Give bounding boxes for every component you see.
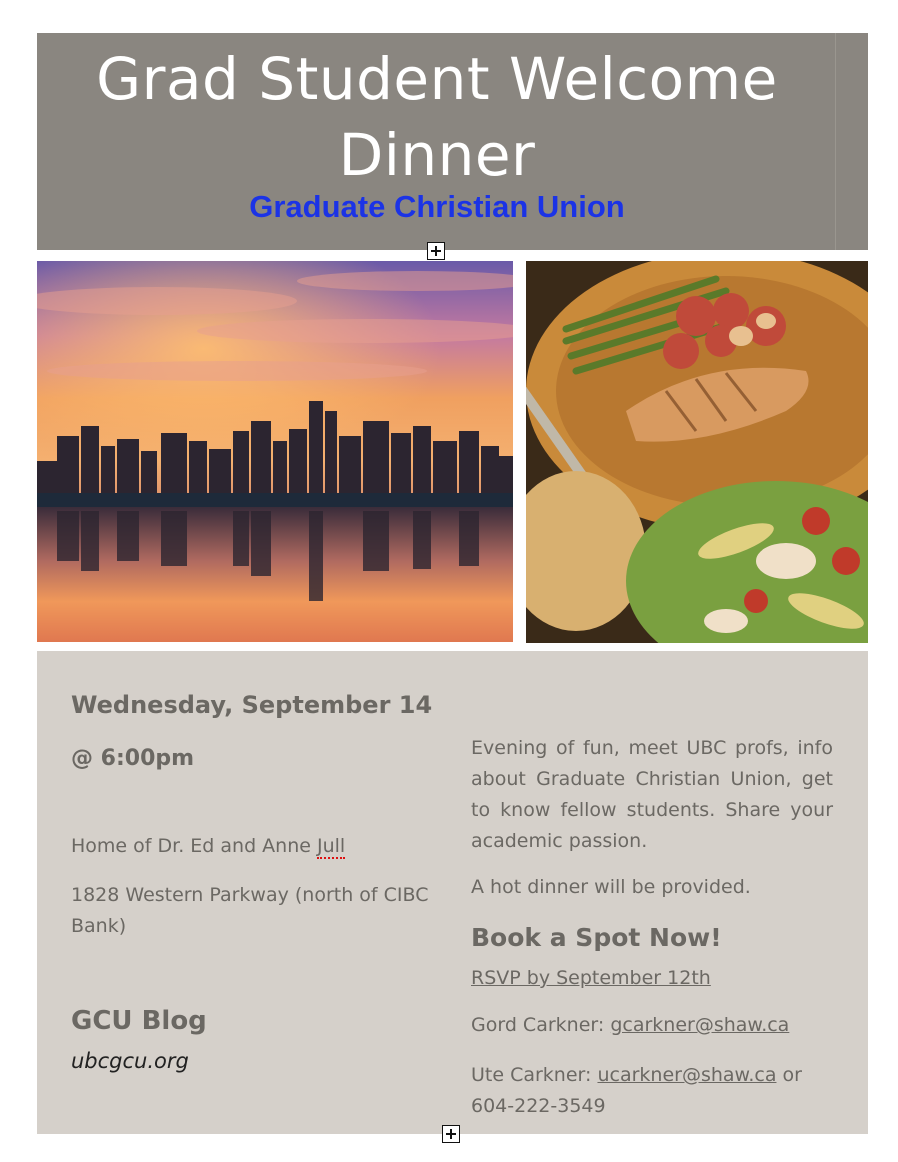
blog-heading: GCU Blog (71, 1006, 207, 1036)
contact-gord-label: Gord Carkner: (471, 1014, 611, 1036)
event-description: Evening of fun, meet UBC profs, info about Graduate Christian Union, get to know fellow students. Share your academic passion. (471, 737, 833, 852)
dinner-food-photo (526, 261, 868, 643)
blog-url: ubcgcu.org (71, 1049, 189, 1073)
contact-gord-email-link[interactable]: gcarkner@shaw.ca (610, 1014, 790, 1036)
table-move-handle-icon-bottom[interactable] (442, 1125, 460, 1143)
contact-ute-phone: or 604-222-3549 (471, 1064, 802, 1117)
contact-gord (471, 1014, 789, 1036)
event-time: @ 6:00pm (71, 746, 195, 771)
rsvp-deadline: RSVP by September 12th (471, 967, 711, 989)
event-info-panel (37, 651, 868, 1134)
event-host-prefix: Home of Dr. Ed and Anne (71, 835, 317, 857)
table-move-handle-icon[interactable] (427, 242, 445, 260)
event-address: 1828 Western Parkway (north of CIBC Bank) (71, 884, 429, 937)
header-divider (835, 33, 836, 250)
city-skyline-photo (37, 261, 513, 642)
contact-ute (471, 1060, 851, 1122)
event-host-lastname: Jull (316, 835, 346, 857)
event-date: Wednesday, September 14 (71, 691, 433, 719)
event-host (71, 835, 345, 857)
contact-ute-label: Ute Carkner: (471, 1064, 598, 1086)
header-banner (37, 33, 868, 250)
page-title: Grad Student Welcome Dinner (96, 45, 778, 189)
organization-subtitle: Graduate Christian Union (249, 189, 625, 224)
contact-ute-email-link[interactable]: ucarkner@shaw.ca (597, 1064, 777, 1086)
dinner-note: A hot dinner will be provided. (471, 876, 751, 898)
book-spot-heading: Book a Spot Now! (471, 923, 722, 952)
